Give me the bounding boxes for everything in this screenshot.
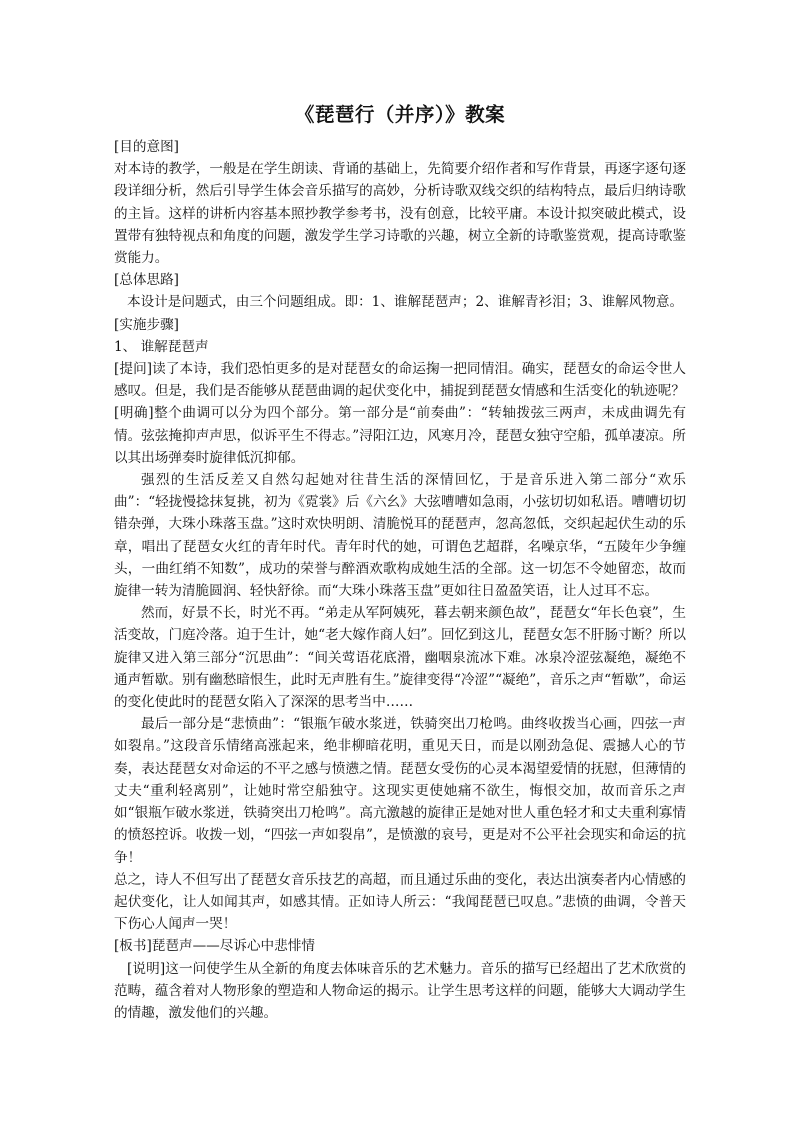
explain-paragraph: [说明]这一问使学生从全新的角度去体味音乐的艺术魅力。音乐的描写已经超出了艺术欣赏的范畴，蕴含着对人物形象的塑造和人物命运的揭示。让学生思考这样的问题，能够大大调动学生的情趣，激发他们的兴趣。 xyxy=(114,960,686,1021)
paragraph-fourth-part: 最后一部分是“悲愤曲”：“银瓶乍破水浆迸，铁骑突出刀枪鸣。曲终收拨当心画，四弦一声如裂帛。”这段音乐情绪高涨起来，绝非柳暗花明，重见天日，而是以刚劲急促、震撼人心的节奏，表达琵琶女对命运的不平之感与愤懑之情。琵琶女受伤的心灵本渴望爱情的抚慰，但薄情的丈夫“重利轻离别”，让她时常空船独守。这现实更使她痛不欲生，悔恨交加，故而音乐之声如“银瓶乍破水浆迸，铁骑突出刀枪鸣”。高亢激越的旋律正是她对世人重色轻才和丈夫重利寡情的愤怒控诉。收拨一划，“四弦一声如裂帛”，是愤激的哀号，更是对不公平社会现实和命运的抗争！ xyxy=(114,716,686,866)
board-heading: [板书]琵琶声——尽诉心中悲悱情 xyxy=(114,938,315,955)
overview-paragraph: 本设计是问题式，由三个问题组成。即：1、谁解琵琶声；2、谁解青衫泪；3、谁解风物意。 xyxy=(127,294,684,311)
summary-paragraph: 总之，诗人不但写出了琵琶女音乐技艺的高超，而且通过乐曲的变化，表达出演奏者内心情感的起伏变化，让人如闻其声，如感其情。正如诗人所云：“我闻琵琶已叹息。”悲愤的曲调，令普天下伤心人闻声一哭！ xyxy=(114,871,686,933)
steps-heading: [实施步骤] xyxy=(114,316,179,333)
step1-heading: 1、 谁解琵琶声 xyxy=(114,338,209,355)
goal-heading: [目的意图] xyxy=(114,139,179,155)
document-page xyxy=(114,102,686,1024)
paragraph-second-part: 强烈的生活反差又自然勾起她对往昔生活的深情回忆，于是音乐进入第二部分“欢乐曲”：“轻拢慢捻抹复挑，初为《霓裳》后《六幺》大弦嘈嘈如急雨，小弦切切如私语。嘈嘈切切错杂弹，大珠小珠落玉盘。”这时欢快明朗、清脆悦耳的琵琶声，忽高忽低，交织起起伏生动的乐章，唱出了琵琶女火红的青年时代。青年时代的她，可谓色艺超群，名噪京华，“五陵年少争缠头，一曲红绡不知数”，成功的荣誉与醉酒欢歌构成她生活的全部。这一切怎不令她留恋，故而旋律一转为清脆圆润、轻快舒徐。而“大珠小珠落玉盘”更如往日盈盈笑语，让人过耳不忘。 xyxy=(114,472,686,600)
paragraph-third-part: 然而，好景不长，时光不再。“弟走从军阿姨死，暮去朝来颜色故”，琵琶女“年长色衰”，生活变故，门庭冷落。迫于生计，她“老大嫁作商人妇”。回忆到这儿，琵琶女怎不肝肠寸断？所以旋律又进入第三部分“沉思曲”：“间关莺语花底滑，幽咽泉流冰下难。冰泉冷涩弦凝绝，凝绝不通声暂歇。别有幽愁暗恨生，此时无声胜有生。”旋律变得“冷涩”“凝绝”，音乐之声“暂歇”，命运的变化使此时的琵琶女陷入了深深的思考当中…… xyxy=(114,605,687,711)
goal-paragraph: 对本诗的教学，一般是在学生朗读、背诵的基础上，先简要介绍作者和写作背景，再逐字逐句逐段详细分析，然后引导学生体会音乐描写的高妙，分析诗歌双线交织的结构特点，最后归纳诗歌的主旨。这样的讲析内容基本照抄教学参考书，没有创意，比较平庸。本设计拟突破此模式，设置带有独特视点和角度的问题，激发学生学习诗歌的兴趣，树立全新的诗歌鉴赏观，提高诗歌鉴赏能力。 xyxy=(114,161,686,267)
question-paragraph: [提问]读了本诗，我们恐怕更多的是对琵琶女的命运掬一把同情泪。确实，琵琶女的命运令世人感叹。但是，我们是否能够从琵琶曲调的起伏变化中，捕捉到琵琶女情感和生活变化的轨迹呢？ xyxy=(114,361,686,400)
document-title: 《琵琶行（并序）》教案 xyxy=(294,103,506,126)
overview-heading: [总体思路] xyxy=(114,272,179,289)
clarify-paragraph: [明确]整个曲调可以分为四个部分。第一部分是“前奏曲”：“转轴拨弦三两声，未成曲调先有情。弦弦掩抑声声思，似诉平生不得志。”浔阳江边，风寒月冷，琵琶女独守空船，孤单凄凉。所以其出场弹奏时旋律低沉抑郁。 xyxy=(114,405,686,466)
